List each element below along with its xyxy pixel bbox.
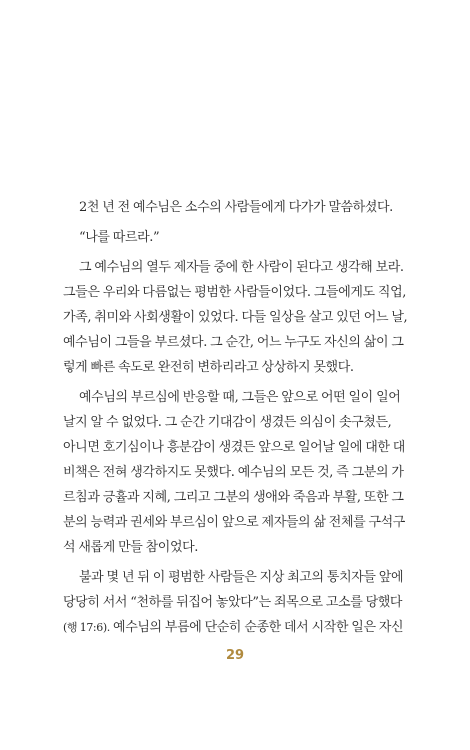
text-line: 불과 몇 년 뒤 이 평범한 사람들은 지상 최고의 통치자들 앞에 bbox=[79, 570, 404, 585]
text-line: 석 새롭게 만들 참이었다. bbox=[63, 540, 199, 555]
paragraph bbox=[63, 385, 403, 560]
text-line: 렇게 빠른 속도로 완전히 변하리라고 상상하지 못했다. bbox=[63, 360, 354, 375]
page-number: 29 bbox=[225, 648, 245, 663]
text-line: 아니면 호기심이나 흥분감이 생겼든 앞으로 일어날 일에 대한 대 bbox=[63, 440, 405, 455]
text-line: 당당히 서서 “천하를 뒤집어 놓았다”는 죄목으로 고소를 당했다 bbox=[63, 595, 403, 610]
text-line-rest: 예수님의 부름에 단순히 순종한 데서 시작한 일은 자신 bbox=[109, 620, 404, 635]
paragraph bbox=[63, 225, 403, 250]
text-line: 비책은 전혀 생각하지도 못했다. 예수님의 모든 것, 즉 그분의 가 bbox=[63, 465, 404, 480]
text-line: 가족, 취미와 사회생활이 있었다. 다들 일상을 살고 있던 어느 날, bbox=[63, 310, 408, 325]
text-line: 예수님의 부르심에 반응할 때, 그들은 앞으로 어떤 일이 일어 bbox=[79, 390, 401, 405]
text-line: 예수님이 그들을 부르셨다. 그 순간, 어느 누구도 자신의 삶이 그 bbox=[63, 335, 404, 350]
paragraph bbox=[63, 195, 403, 220]
scripture-reference: (행 17:6). bbox=[63, 621, 110, 634]
text-line: 날지 알 수 없었다. 그 순간 기대감이 생겼든 의심이 솟구쳤든, bbox=[63, 415, 392, 430]
text-line: “나를 따르라.” bbox=[79, 230, 160, 245]
text-line: 그 예수님의 열두 제자들 중에 한 사람이 된다고 생각해 보라. bbox=[79, 260, 404, 275]
text-line: 르침과 긍휼과 지혜, 그리고 그분의 생애와 죽음과 부활, 또한 그 bbox=[63, 490, 404, 505]
text-line bbox=[63, 615, 403, 640]
text-line: 2천 년 전 예수님은 소수의 사람들에게 다가가 말씀하셨다. bbox=[79, 200, 393, 215]
text-line: 분의 능력과 권세와 부르심이 앞으로 제자들의 삶 전체를 구석구 bbox=[63, 515, 405, 530]
text-line: 그들은 우리와 다름없는 평범한 사람들이었다. 그들에게도 직업, bbox=[63, 285, 406, 300]
body-text bbox=[63, 195, 408, 645]
paragraph bbox=[63, 255, 408, 380]
paragraph bbox=[63, 565, 403, 640]
